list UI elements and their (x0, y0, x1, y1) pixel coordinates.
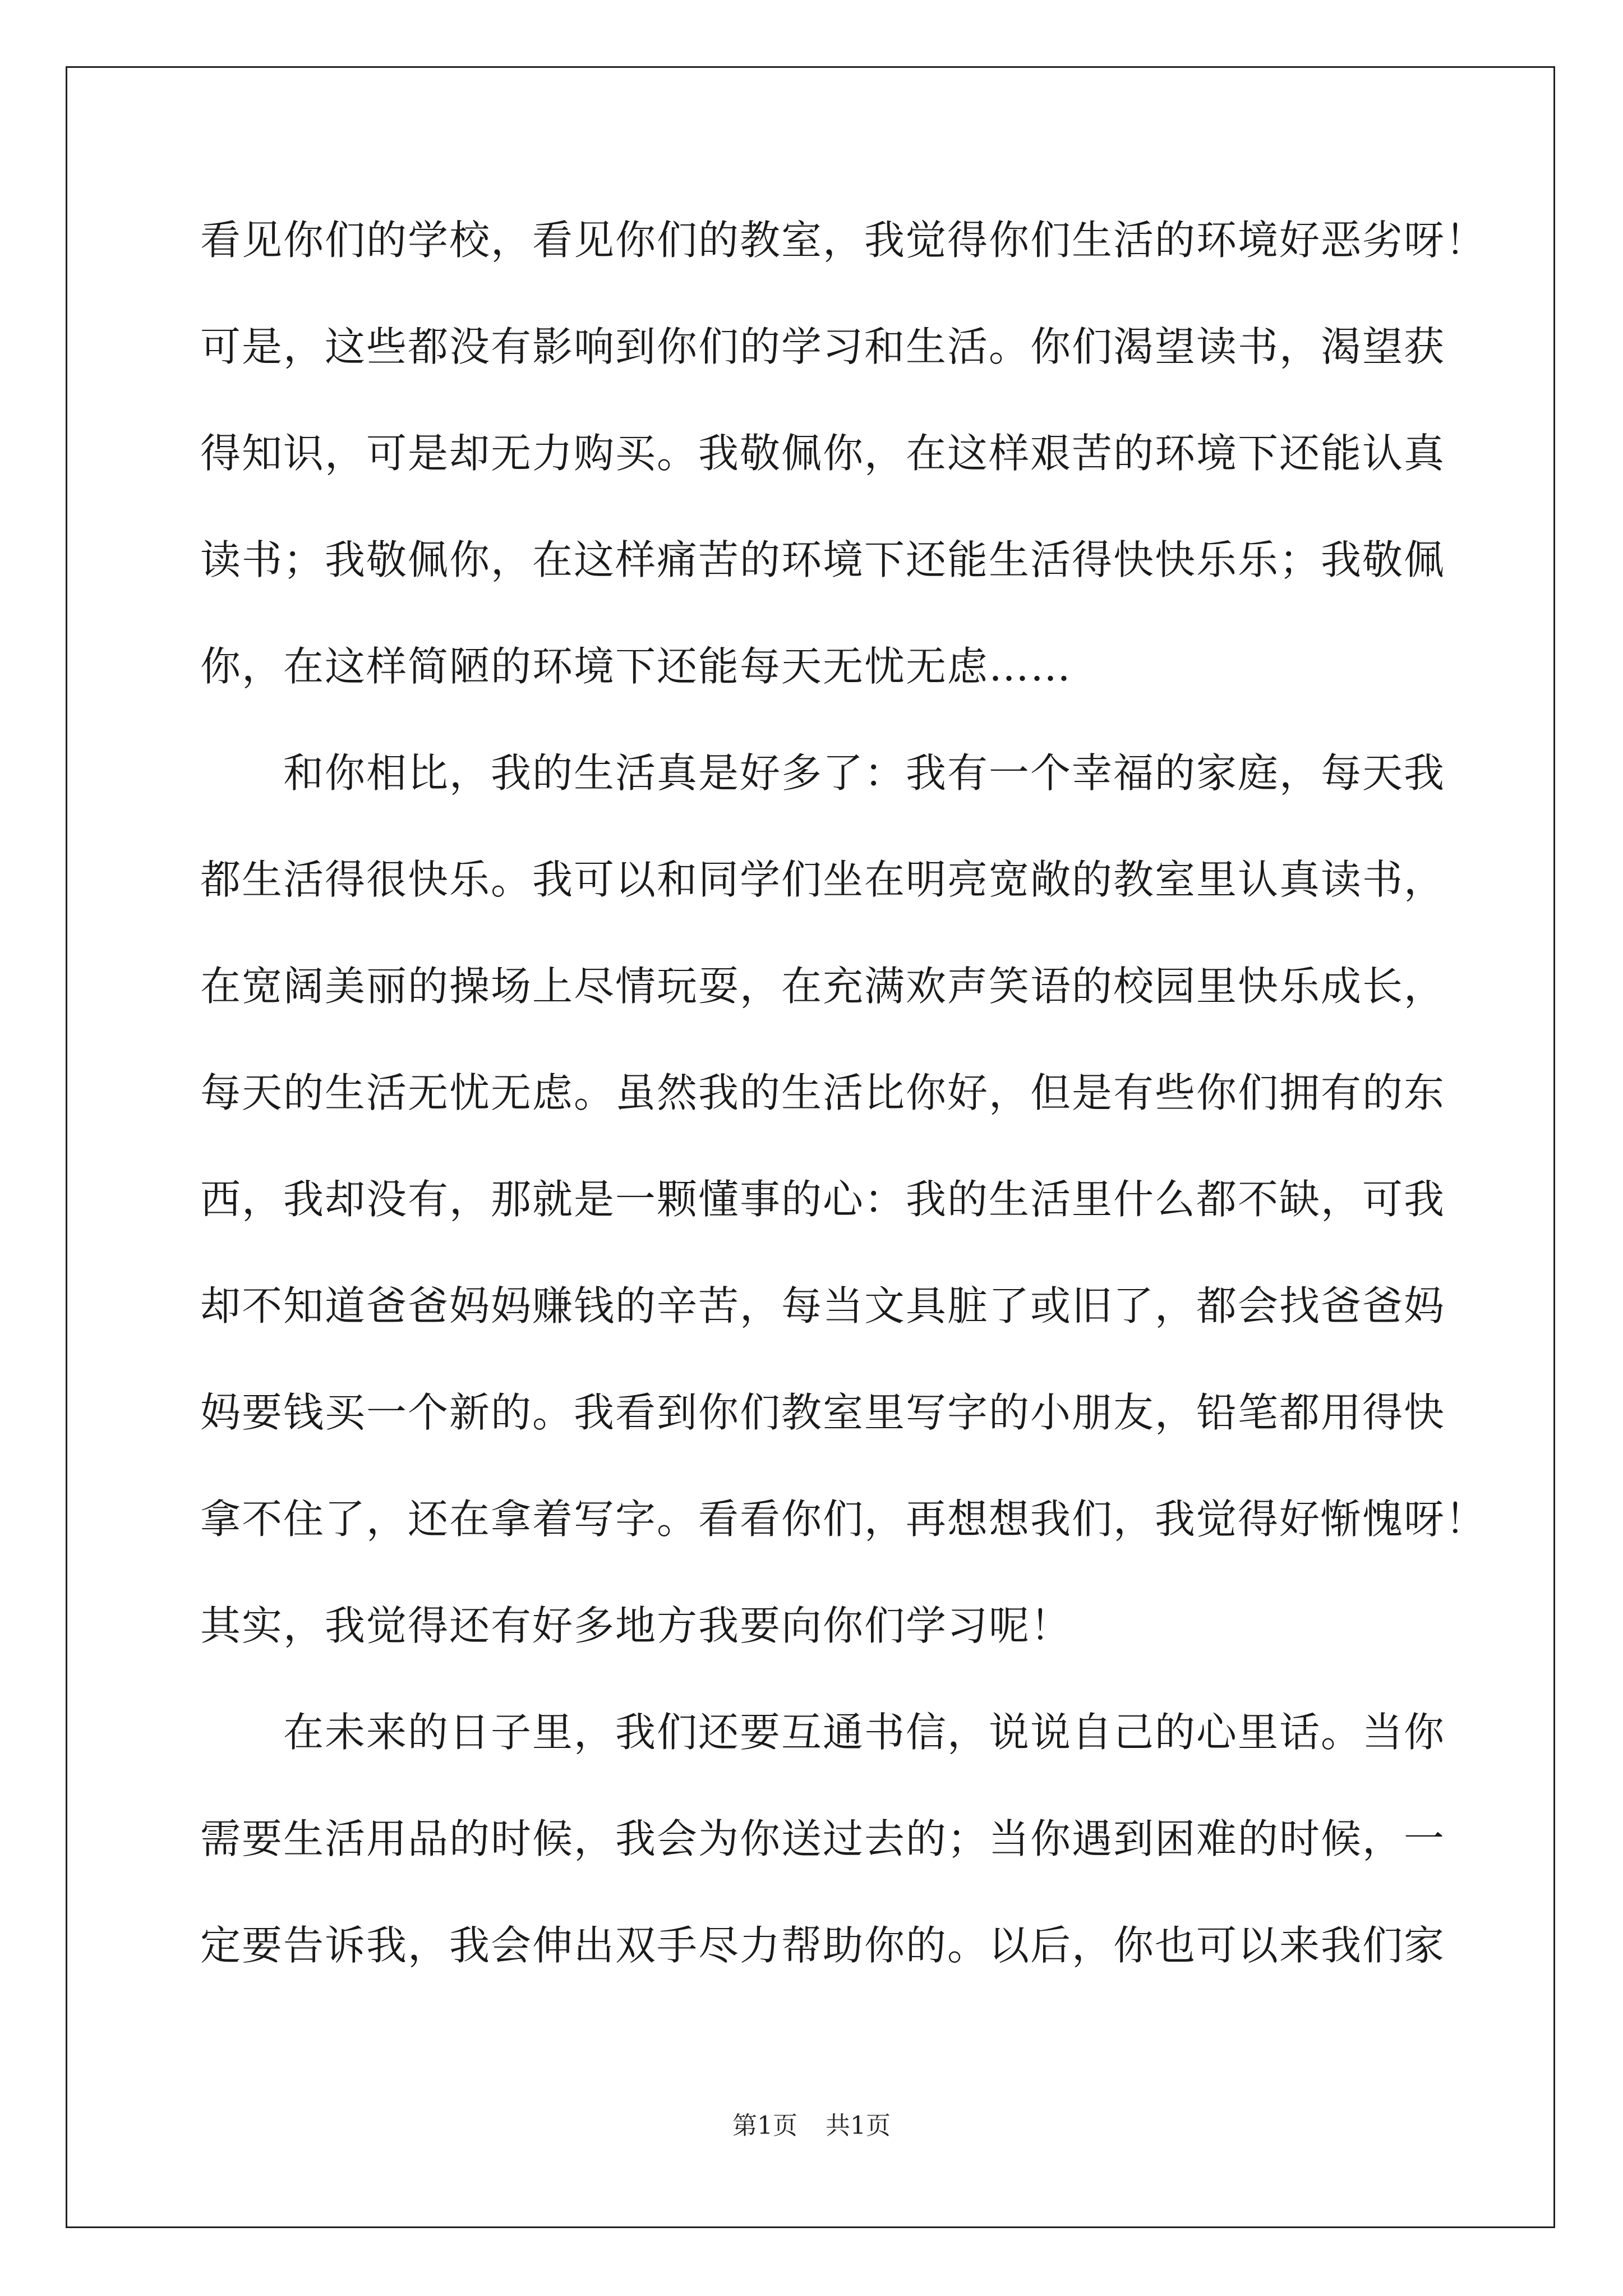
page-footer (0, 2109, 1623, 2143)
text-line: 妈要钱买一个新的。我看到你们教室里写字的小朋友，铅笔都用得快 (200, 1389, 1446, 1436)
text-line: 看见你们的学校，看见你们的教室，我觉得你们生活的环境好恶劣呀！ (200, 217, 1487, 264)
text-line: 你，在这样简陋的环境下还能每天无忧无虑…… (200, 643, 1072, 690)
text-line: 需要生活用品的时候，我会为你送过去的；当你遇到困难的时候，一 (200, 1815, 1446, 1862)
text-line: 拿不住了，还在拿着写字。看看你们，再想想我们，我觉得好惭愧呀！ (200, 1496, 1487, 1543)
text-line: 得知识，可是却无力购买。我敬佩你，在这样艰苦的环境下还能认真 (200, 430, 1446, 477)
text-line: 在未来的日子里，我们还要互通书信，说说自己的心里话。当你 (200, 1709, 1446, 1756)
text-line: 其实，我觉得还有好多地方我要向你们学习呢！ (200, 1602, 1072, 1649)
text-line: 都生活得很快乐。我可以和同学们坐在明亮宽敞的教室里认真读书， (200, 856, 1446, 903)
page-number-total: 共1页 (826, 2111, 891, 2140)
text-line: 和你相比，我的生活真是好多了：我有一个幸福的家庭，每天我 (200, 749, 1446, 797)
text-line: 定要告诉我，我会伸出双手尽力帮助你的。以后，你也可以来我们家 (200, 1922, 1446, 1969)
page-number-current: 第1页 (732, 2111, 797, 2140)
text-line: 却不知道爸爸妈妈赚钱的辛苦，每当文具脏了或旧了，都会找爸爸妈 (200, 1282, 1446, 1329)
document-body (200, 213, 1487, 2025)
text-line: 每天的生活无忧无虑。虽然我的生活比你好，但是有些你们拥有的东 (200, 1069, 1446, 1116)
text-line: 在宽阔美丽的操场上尽情玩耍，在充满欢声笑语的校园里快乐成长， (200, 963, 1446, 1010)
text-line: 西，我却没有，那就是一颗懂事的心：我的生活里什么都不缺，可我 (200, 1176, 1446, 1223)
text-line: 可是，这些都没有影响到你们的学习和生活。你们渴望读书，渴望获 (200, 323, 1446, 370)
text-line: 读书；我敬佩你，在这样痛苦的环境下还能生活得快快乐乐；我敬佩 (200, 536, 1446, 583)
